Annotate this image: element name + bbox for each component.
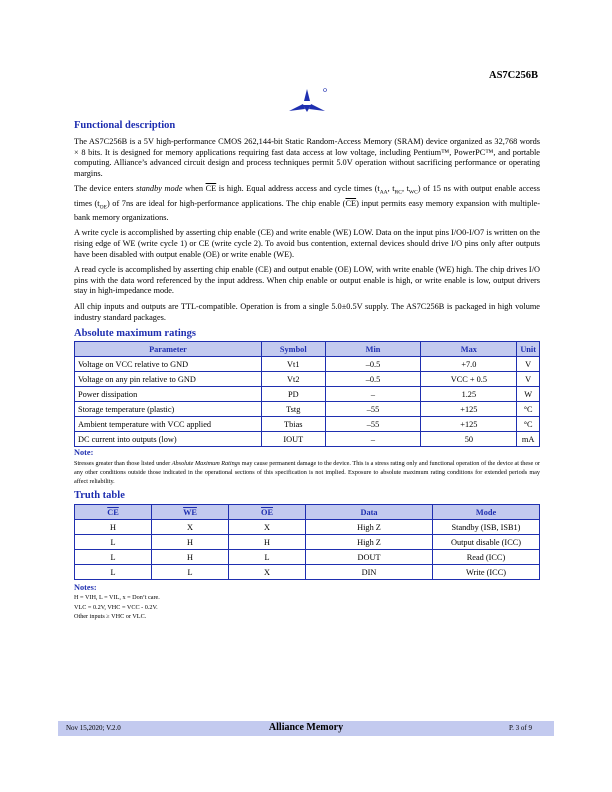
cell: –55 [325,417,421,432]
table-row [75,550,540,565]
cell: V [517,372,540,387]
paragraph-2: The device enters standby mode when $\overline{CE}$ is high. Equal address access and cycle times ($t_{AA}$, $t_{RC}$, $t_{WC}$) of 15 ns with output enable access times $(t_{OE})$ of 7ns are ideal for high-performance applications. The chip enable $(\overline{CE})$ input permits easy memory expansion with multiple-bank memory organizations. [74,184,540,222]
cell: 50 [421,432,517,447]
abs-max-header-row [75,342,540,357]
table-row [75,357,540,372]
cell: – [325,432,421,447]
cell: High Z [306,520,433,535]
footer-company: Alliance Memory [268,722,344,733]
cell: +125 [421,402,517,417]
cell: H [229,535,306,550]
cell: L [75,535,152,550]
cell: +7.0 [421,357,517,372]
cell: Ambient temperature with VCC applied [75,417,262,432]
footer-date: Nov 15,2020; V.2.0 [66,724,121,732]
cell: Vt2 [261,372,325,387]
cell: Read (ICC) [433,550,540,565]
functional-description-heading: Functional description [74,120,176,131]
cell: Power dissipation [75,387,262,402]
abs-max-note-text: Stresses greater than those listed under Absolute Maximum Ratings may cause permanent damage to the device. This is a stress rating only and functional operation of the device at these or any other conditions outside those indicated in the operational sections of this specification is not implied. Exposure to absolute maximum rating conditions for extended periods may affect reliability. [74,460,540,486]
note-line: H = VIH, L = VIL, x = Don’t care. [74,594,160,602]
table-row [75,402,540,417]
cell: Standby (ISB, ISB1) [433,520,540,535]
col-ce: $\overline{CE}$ [75,505,152,520]
cell: PD [261,387,325,402]
cell: –55 [325,402,421,417]
abs-max-heading: Absolute maximum ratings [74,328,196,340]
cell: Write (ICC) [433,565,540,580]
col-we: $\overline{WE}$ [152,505,229,520]
table-row [75,520,540,535]
main-content [74,120,540,621]
col-parameter: Parameter [75,342,262,357]
paragraph-1: The AS7C256B is a 5V high-performance CMOS 262,144-bit Static Random-Access Memory (SRAM) device organized as 32,768 words × 8 bits. It is designed for memory applications requiring fast data access at low voltage, including Pentium™, PowerPC™, and portable computing. Alliance’s advanced circuit design and process techniques permit 5.0V operation without sacrificing performance or operating margins. [74,137,540,178]
cell: X [229,520,306,535]
col-data: Data [306,505,433,520]
table-row [75,387,540,402]
abs-max-table [74,341,540,447]
cell: L [75,565,152,580]
table-row [75,417,540,432]
part-number: AS7C256B [488,70,538,81]
col-min: Min [325,342,421,357]
cell: mA [517,432,540,447]
page-footer [58,721,554,736]
cell: X [152,520,229,535]
cell: –0.5 [325,357,421,372]
cell: –0.5 [325,372,421,387]
table-row [75,565,540,580]
cell: °C [517,417,540,432]
table-row [75,372,540,387]
cell: Tbias [261,417,325,432]
abs-max-note-label: Note: [74,448,94,458]
cell: Storage temperature (plastic) [75,402,262,417]
note-line: Other inputs ≥ VHC or VLC. [74,612,147,620]
truth-notes [74,593,540,621]
col-unit: Unit [517,342,540,357]
truth-table-heading: Truth table [74,490,125,502]
cell: Output disable (ICC) [433,535,540,550]
truth-table [74,504,540,580]
cell: L [152,565,229,580]
table-row [75,535,540,550]
cell: DOUT [306,550,433,565]
cell: °C [517,402,540,417]
truth-header-row [75,505,540,520]
paragraph-5: All chip inputs and outputs are TTL-compatible. Operation is from a single 5.0±0.5V supply. The AS7C256B is packaged in high volume industry standard packages. [74,302,540,322]
table-row [75,432,540,447]
cell: H [152,535,229,550]
col-symbol: Symbol [261,342,325,357]
col-oe: $\overline{OE}$ [229,505,306,520]
col-mode: Mode [433,505,540,520]
paragraph-3: A write cycle is accomplished by asserting chip enable (CE) and write enable (WE) LOW. Data on the input pins I/O0-I/O7 is written on the rising edge of WE (write cycle 1) or CE (write cycle 2). To avoid bus contention, external devices should drive I/O pins only after outputs have been disabled with output enable (OE) or write enable (WE). [74,228,540,259]
cell: Voltage on VCC relative to GND [75,357,262,372]
cell: Vt1 [261,357,325,372]
cell: H [75,520,152,535]
footer-page: P. 3 of 9 [509,724,532,732]
cell: +125 [421,417,517,432]
cell: Voltage on any pin relative to GND [75,372,262,387]
cell: High Z [306,535,433,550]
cell: – [325,387,421,402]
cell: Tstg [261,402,325,417]
paragraph-4: A read cycle is accomplished by asserting chip enable (CE) and output enable (OE) LOW, with write enable (WE) high. The chip drives I/O pins with the data word referenced by the input address. When chip enable or output enable is high, or write enable is low, output drivers stay in high-impedance mode. [74,265,540,296]
cell: 1.25 [421,387,517,402]
note-line: VLC = 0.2V, VHC = VCC - 0.2V. [74,603,158,611]
cell: L [75,550,152,565]
alliance-logo-icon [285,87,329,119]
truth-notes-label: Notes: [74,583,97,593]
cell: DIN [306,565,433,580]
cell: L [229,550,306,565]
cell: VCC + 0.5 [421,372,517,387]
cell: H [152,550,229,565]
col-max: Max [421,342,517,357]
cell: IOUT [261,432,325,447]
cell: V [517,357,540,372]
cell: DC current into outputs (low) [75,432,262,447]
cell: W [517,387,540,402]
cell: X [229,565,306,580]
